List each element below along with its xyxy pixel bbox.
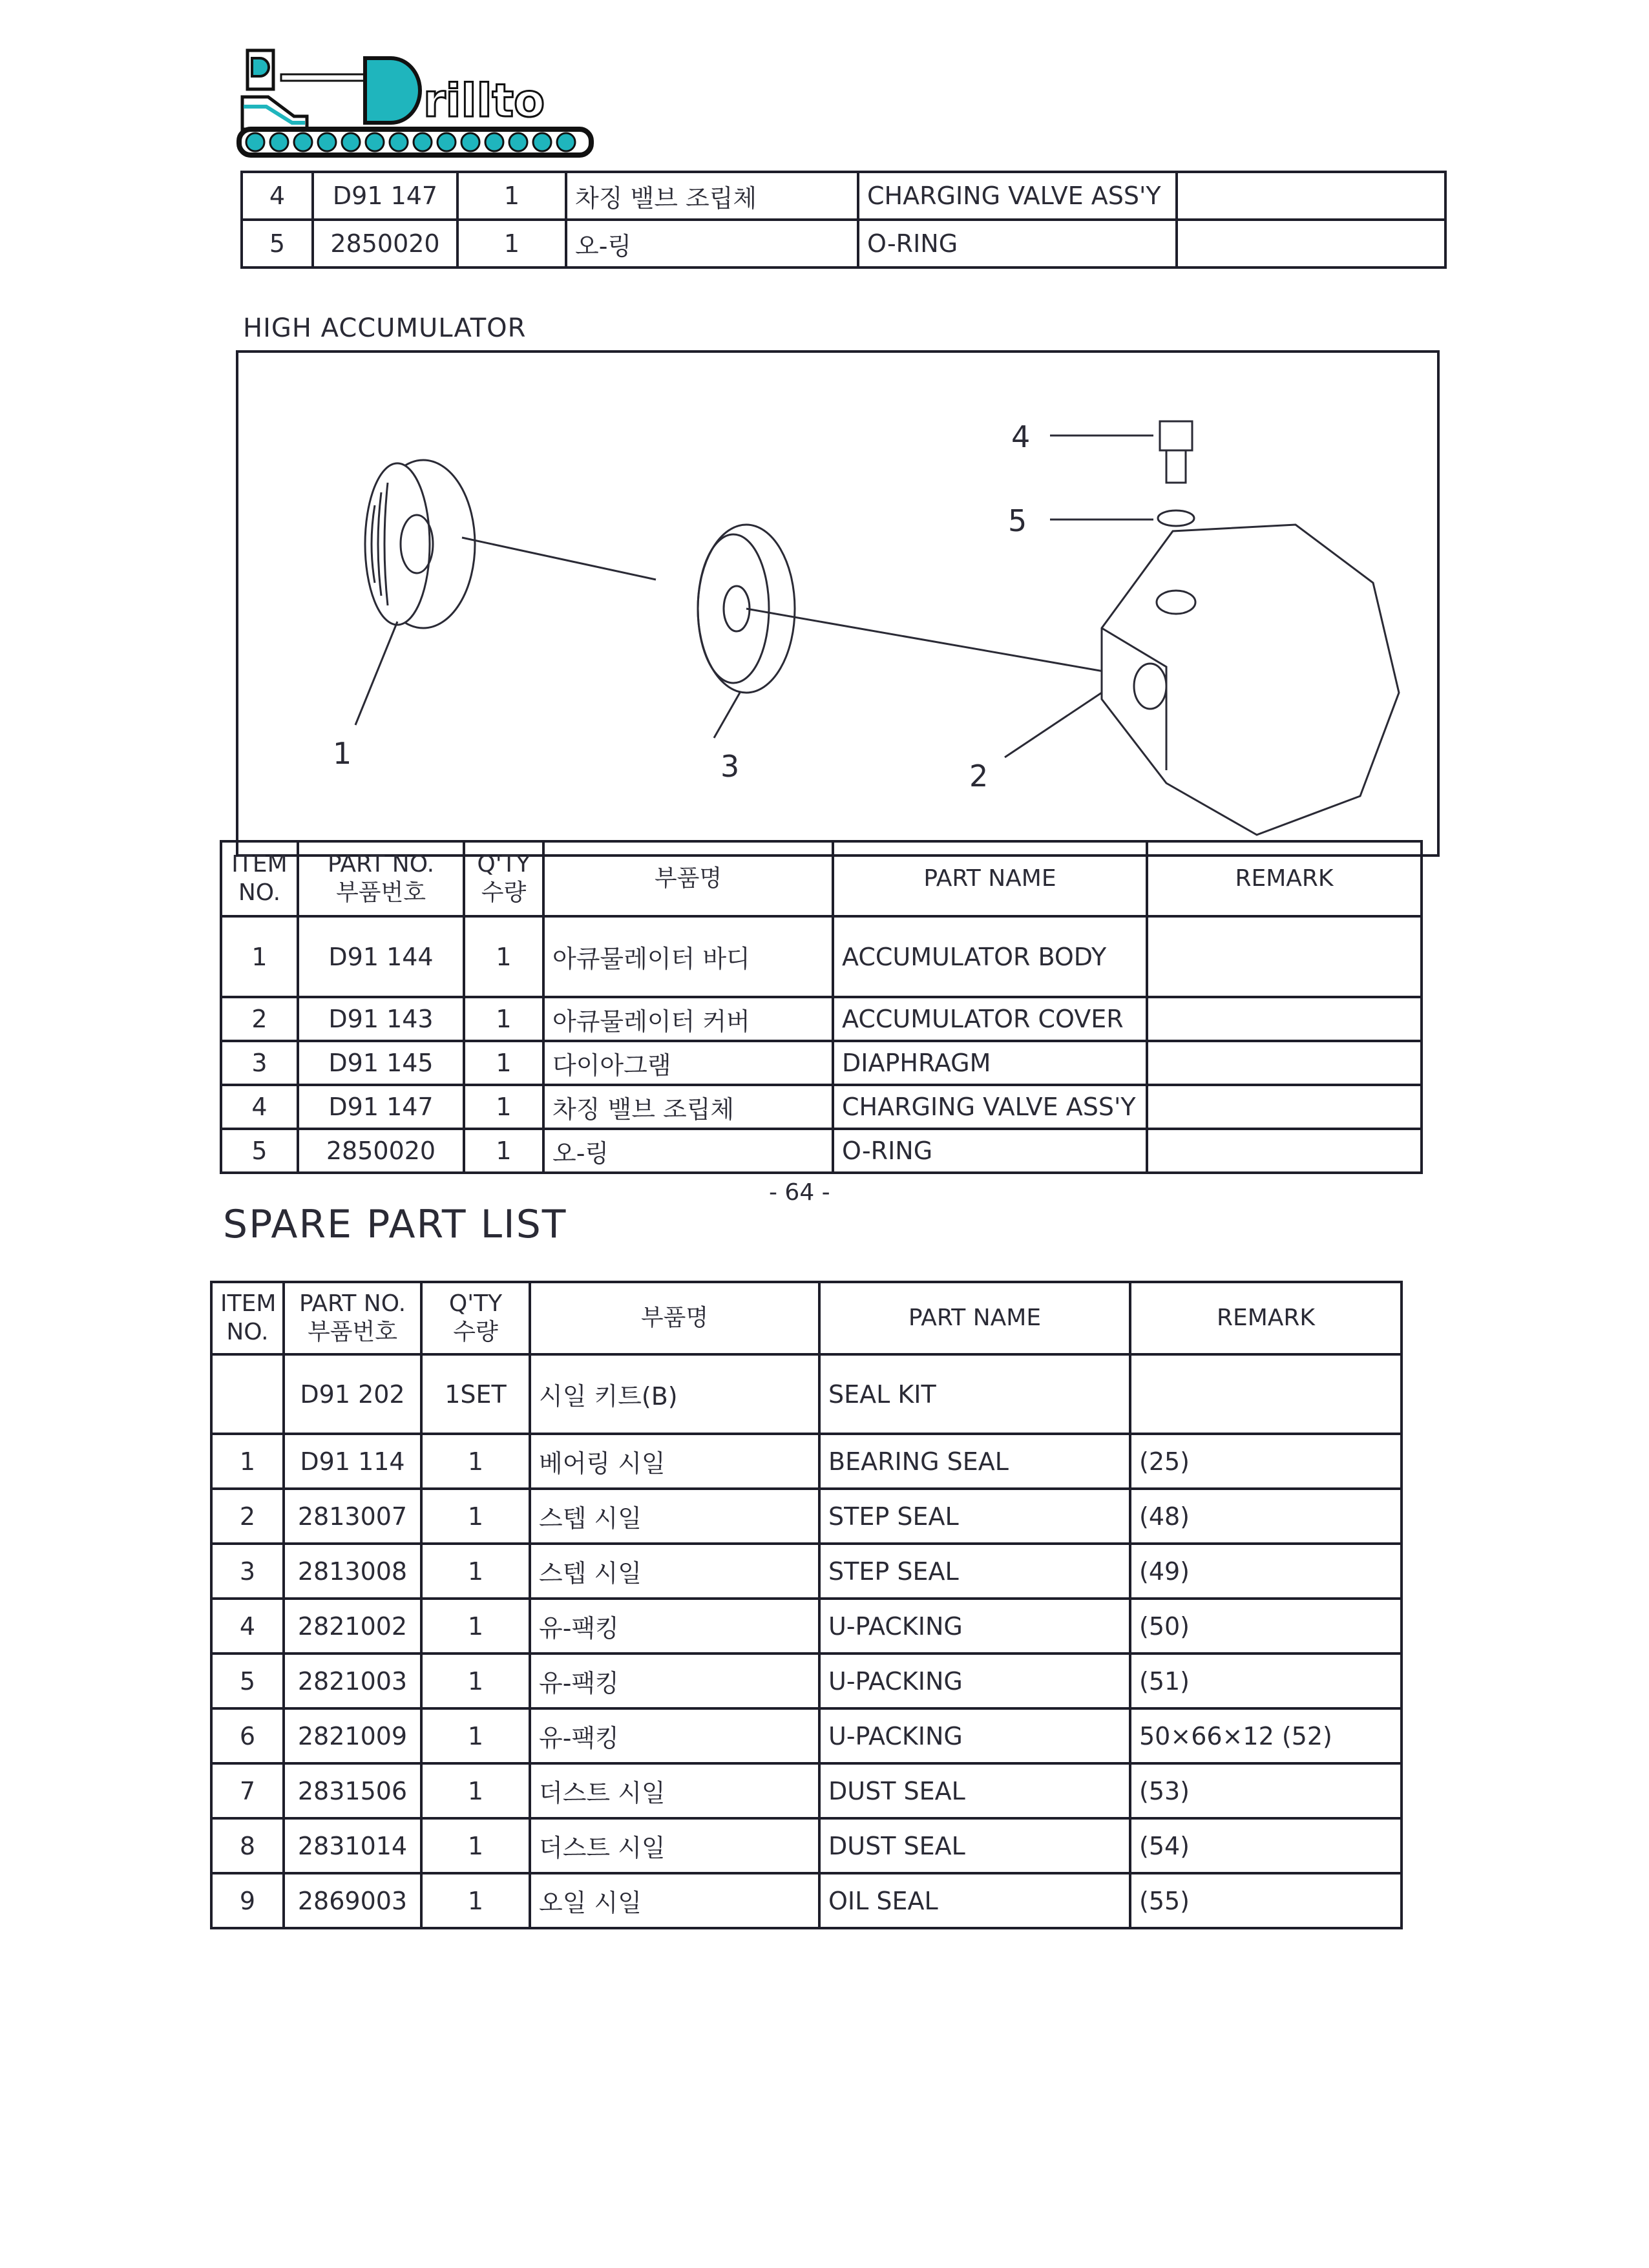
qty: 1SET [421,1354,530,1434]
header-part-no [284,1282,421,1354]
kr-name: 시일 키트(B) [530,1354,819,1434]
remark: (48) [1130,1489,1402,1544]
header-part-name: PART NAME [819,1282,1130,1354]
qty: 1 [421,1434,530,1489]
kr-name: 더스트 시일 [530,1818,819,1873]
header-item-label-2: NO. [226,1319,269,1345]
header-qty-label: Q'TY [448,1290,503,1317]
qty: 1 [464,1085,543,1129]
exploded-diagram [236,350,1440,857]
table-header-row [211,1282,1402,1354]
qty: 1 [421,1818,530,1873]
item-no: 7 [211,1763,284,1818]
header-qty [464,841,543,916]
table-row [211,1818,1402,1873]
part-name: CHARGING VALVE ASS'Y [833,1085,1147,1129]
part-no: D91 145 [298,1041,464,1085]
header-item-label: ITEM [220,1290,277,1317]
kr-name: 오-링 [566,220,858,268]
part-no: 2813007 [284,1489,421,1544]
part-name: DUST SEAL [819,1818,1130,1873]
table-row [221,1041,1422,1085]
table-row [221,1085,1422,1129]
item-no: 4 [211,1599,284,1654]
kr-name: 더스트 시일 [530,1763,819,1818]
item-no: 4 [242,172,313,220]
remark [1147,1041,1422,1085]
part-no: 2821009 [284,1708,421,1763]
svg-text:rillto: rillto [423,74,545,127]
part-no: 2869003 [284,1873,421,1928]
table-row [211,1489,1402,1544]
qty: 1 [464,916,543,997]
part-no: 2850020 [313,220,457,268]
kr-name: 아큐물레이터 바디 [543,916,833,997]
item-no: 3 [221,1041,298,1085]
part-name: STEP SEAL [819,1489,1130,1544]
header-part-no-kr: 부품번호 [335,879,426,906]
remark [1147,916,1422,997]
remark [1177,220,1445,268]
header-remark: REMARK [1130,1282,1402,1354]
table-row [211,1654,1402,1708]
item-no: 6 [211,1708,284,1763]
table-row [211,1434,1402,1489]
kr-name: 스텝 시일 [530,1544,819,1599]
header-qty-label: Q'TY [477,851,530,877]
remark: (55) [1130,1873,1402,1928]
remark [1147,1129,1422,1173]
section-title: HIGH ACCUMULATOR [243,313,527,343]
header-remark: REMARK [1147,841,1422,916]
item-no: 2 [211,1489,284,1544]
header-part-no [298,841,464,916]
remark: (51) [1130,1654,1402,1708]
part-no: 2821003 [284,1654,421,1708]
item-no: 1 [221,916,298,997]
part-no: 2831506 [284,1763,421,1818]
part-name: DIAPHRAGM [833,1041,1147,1085]
item-no: 5 [242,220,313,268]
remark: (25) [1130,1434,1402,1489]
qty: 1 [421,1763,530,1818]
drillto-logo [236,45,598,162]
qty: 1 [464,1129,543,1173]
header-part-no-label: PART NO. [299,1290,406,1317]
remark [1147,1085,1422,1129]
part-name: DUST SEAL [819,1763,1130,1818]
part-name: U-PACKING [819,1654,1130,1708]
table-row [211,1708,1402,1763]
part-name: ACCUMULATOR COVER [833,997,1147,1041]
kr-name: 스텝 시일 [530,1489,819,1544]
part-name: SEAL KIT [819,1354,1130,1434]
table-row [211,1873,1402,1928]
item-no: 8 [211,1818,284,1873]
remark: (53) [1130,1763,1402,1818]
table-row [211,1763,1402,1818]
header-part-no-label: PART NO. [327,851,435,877]
item-no: 2 [221,997,298,1041]
part-name: U-PACKING [819,1599,1130,1654]
part-name: CHARGING VALVE ASS'Y [858,172,1177,220]
part-no: 2813008 [284,1544,421,1599]
qty: 1 [421,1544,530,1599]
part-no: 2821002 [284,1599,421,1654]
callout-3: 3 [720,749,740,784]
qty: 1 [421,1599,530,1654]
accumulator-parts-table [220,840,1423,1174]
table-row [211,1544,1402,1599]
callout-2: 2 [969,759,989,793]
kr-name: 유-팩킹 [530,1599,819,1654]
table-row [242,172,1445,220]
top-parts-table [240,171,1447,269]
part-no: D91 144 [298,916,464,997]
table-row [221,1129,1422,1173]
item-no: 5 [221,1129,298,1173]
header-item-label: ITEM [231,851,288,877]
kr-name: 차징 밸브 조립체 [566,172,858,220]
header-part-name: PART NAME [833,841,1147,916]
remark: (49) [1130,1544,1402,1599]
item-no: 3 [211,1544,284,1599]
part-name: O-RING [833,1129,1147,1173]
part-no: D91 202 [284,1354,421,1434]
remark: (54) [1130,1818,1402,1873]
callout-5: 5 [1008,503,1027,538]
kr-name: 다이아그램 [543,1041,833,1085]
qty: 1 [457,220,566,268]
part-no: 2850020 [298,1129,464,1173]
kr-name: 유-팩킹 [530,1654,819,1708]
spare-parts-table [210,1281,1403,1929]
table-header-row [221,841,1422,916]
qty: 1 [421,1654,530,1708]
part-no: D91 147 [313,172,457,220]
item-no [211,1354,284,1434]
table-row [211,1354,1402,1434]
header-kr-name: 부품명 [543,841,833,916]
qty: 1 [421,1489,530,1544]
item-no: 1 [211,1434,284,1489]
kr-name: 베어링 시일 [530,1434,819,1489]
part-no: D91 114 [284,1434,421,1489]
header-qty [421,1282,530,1354]
table-row [211,1599,1402,1654]
kr-name: 유-팩킹 [530,1708,819,1763]
header-item [221,841,298,916]
qty: 1 [421,1873,530,1928]
remark [1177,172,1445,220]
table-row [242,220,1445,268]
kr-name: 차징 밸브 조립체 [543,1085,833,1129]
qty: 1 [464,1041,543,1085]
item-no: 9 [211,1873,284,1928]
header-qty-kr: 수량 [453,1319,498,1345]
table-row [221,916,1422,997]
part-name: STEP SEAL [819,1544,1130,1599]
remark [1147,997,1422,1041]
callout-4: 4 [1011,419,1031,454]
part-name: U-PACKING [819,1708,1130,1763]
qty: 1 [421,1708,530,1763]
qty: 1 [457,172,566,220]
header-item-label-2: NO. [238,879,281,906]
kr-name: 오일 시일 [530,1873,819,1928]
table-row [221,997,1422,1041]
header-item [211,1282,284,1354]
part-no: D91 147 [298,1085,464,1129]
remark: 50×66×12 (52) [1130,1708,1402,1763]
part-no: D91 143 [298,997,464,1041]
page-number: - 64 - [769,1179,830,1206]
callout-1: 1 [333,736,352,771]
kr-name: 오-링 [543,1129,833,1173]
item-no: 5 [211,1654,284,1708]
part-name: O-RING [858,220,1177,268]
qty: 1 [464,997,543,1041]
remark: (50) [1130,1599,1402,1654]
item-no: 4 [221,1085,298,1129]
remark [1130,1354,1402,1434]
header-qty-kr: 수량 [481,879,527,906]
part-name: BEARING SEAL [819,1434,1130,1489]
part-name: ACCUMULATOR BODY [833,916,1147,997]
header-kr-name: 부품명 [530,1282,819,1354]
kr-name: 아큐물레이터 커버 [543,997,833,1041]
part-no: 2831014 [284,1818,421,1873]
part-name: OIL SEAL [819,1873,1130,1928]
spare-part-list-title: SPARE PART LIST [223,1202,567,1247]
header-part-no-kr: 부품번호 [307,1319,398,1345]
